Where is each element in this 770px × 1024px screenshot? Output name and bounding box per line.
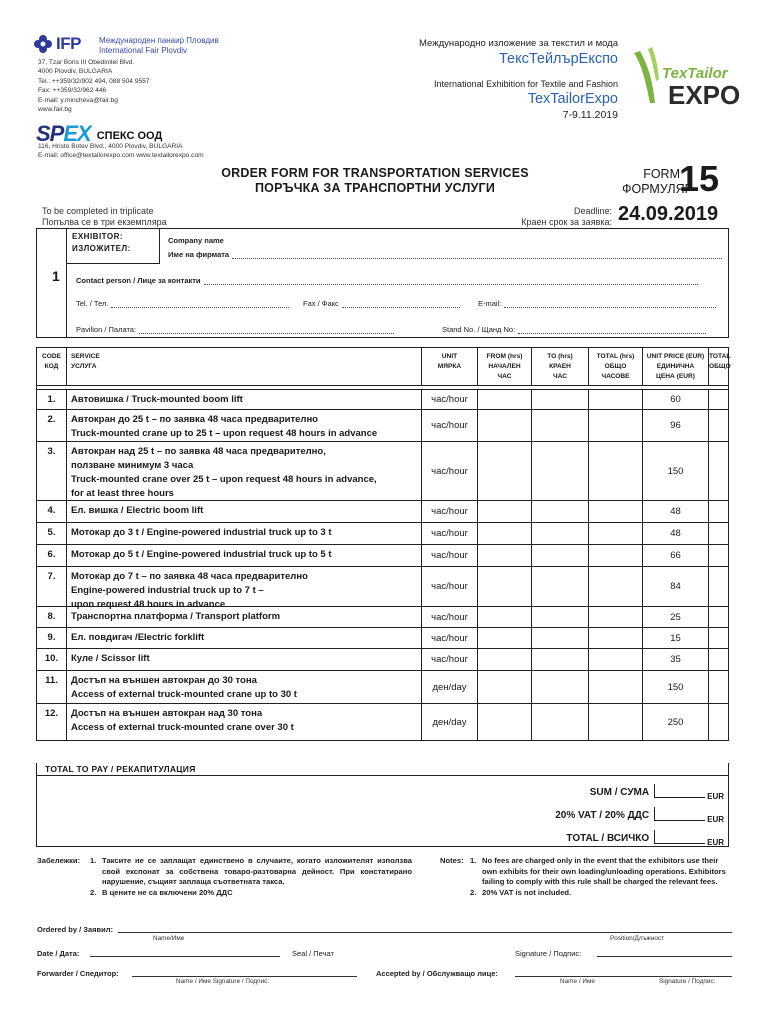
row-service xyxy=(67,704,422,740)
stand-input-line[interactable] xyxy=(518,327,706,334)
organizer-address-line: Tel.: ++359/32/902 494, 088 504 9557 xyxy=(38,77,150,85)
row-from-input[interactable] xyxy=(478,607,532,627)
row-code: 12. xyxy=(37,704,67,740)
row-total-hours-input[interactable] xyxy=(589,523,643,544)
notes-en-item-text: 20% VAT is not included. xyxy=(482,887,572,897)
company-name-field[interactable] xyxy=(168,250,722,259)
header-service-bg: УСЛУГА xyxy=(71,363,97,370)
agent-address-line: 116, Hristo Botev Blvd., 4000 Plovdiv, BULGARIA xyxy=(38,143,183,150)
form-title-en: ORDER FORM FOR TRANSPORTATION SERVICES xyxy=(221,166,529,180)
forwarder-label: Forwarder / Спедитор: xyxy=(37,969,119,978)
tel-label: Tel. / Тел. xyxy=(76,299,109,308)
row-total-hours-input[interactable] xyxy=(589,567,643,606)
grand-total-line xyxy=(566,830,724,847)
ordered-by-line[interactable] xyxy=(118,932,732,933)
notes-bg-label: Забележки: xyxy=(37,856,81,865)
form-title-bg: ПОРЪЧКА ЗА ТРАНСПОРТНИ УСЛУГИ xyxy=(254,181,496,195)
sum-label: SUM / СУМА xyxy=(589,787,650,798)
triplicate-note xyxy=(42,206,167,227)
email-label: E-mail: xyxy=(478,299,502,308)
row-total-input[interactable] xyxy=(709,523,730,544)
row-total-input[interactable] xyxy=(709,410,730,441)
date-label: Date / Дата: xyxy=(37,949,80,958)
header-totalh-2: ОБЩО xyxy=(604,363,627,370)
row-unit-price: 35 xyxy=(643,649,709,670)
vat-label: 20% VAT / 20% ДДС xyxy=(555,810,650,821)
row-service xyxy=(67,390,422,409)
row-total-input[interactable] xyxy=(709,390,730,409)
date-line[interactable] xyxy=(90,956,280,957)
row-service-line: Ел. повдигач /Electric forklift xyxy=(71,632,205,643)
row-unit: час/hour xyxy=(422,607,478,627)
ifp-logo xyxy=(33,34,81,54)
row-unit-price: 150 xyxy=(643,442,709,500)
spex-logo-a: SP xyxy=(36,121,64,146)
table-row xyxy=(36,704,729,741)
pavilion-input-line[interactable] xyxy=(139,327,394,334)
row-unit: час/hour xyxy=(422,649,478,670)
spex-logo-b: EX xyxy=(63,121,91,146)
notes-en-item: 2. 20% VAT is not included. xyxy=(470,887,572,897)
row-total-hours-input[interactable] xyxy=(589,501,643,522)
row-service xyxy=(67,607,422,627)
header-total-2: ОБЩО xyxy=(709,363,731,370)
ifp-flower-icon xyxy=(33,34,53,54)
row-code: 10. xyxy=(37,649,67,670)
notes-en-item-text: No fees are charged only in the event that the exhibitors use their own exhibits for their own loading/unloading operations. Exhibitors failing to comply with this rule shall be charged the relevant fees. xyxy=(482,856,726,886)
row-to-input[interactable] xyxy=(532,628,589,648)
row-code: 6. xyxy=(37,545,67,566)
row-from-input[interactable] xyxy=(478,501,532,522)
sum-line xyxy=(589,784,724,801)
header-total-1: TOTAL xyxy=(709,353,731,360)
header-price-1: UNIT PRICE (EUR) xyxy=(646,353,705,360)
table-row xyxy=(36,501,729,523)
row-unit: час/hour xyxy=(422,628,478,648)
ordered-by-name-caption: Name/Име xyxy=(153,935,185,942)
row-to-input[interactable] xyxy=(532,607,589,627)
header-from-3: ЧАС xyxy=(497,373,512,380)
accepted-by-line[interactable] xyxy=(515,976,732,977)
table-row xyxy=(36,671,729,704)
row-unit-price: 250 xyxy=(643,704,709,740)
row-unit-price: 48 xyxy=(643,501,709,522)
header-price-3: ЦЕНА (EUR) xyxy=(656,373,695,380)
vat-line xyxy=(555,807,724,824)
row-unit-price: 66 xyxy=(643,545,709,566)
row-unit: ден/day xyxy=(422,671,478,703)
section-number: 1 xyxy=(52,268,60,284)
forwarder-line[interactable] xyxy=(132,976,357,977)
stand-label: Stand No. / Щанд No: xyxy=(442,325,516,334)
row-to-input[interactable] xyxy=(532,567,589,606)
row-service-line: Мотокар до 5 t / Engine-powered industrial truck up to 5 t xyxy=(71,549,332,560)
sum-input[interactable] xyxy=(654,784,705,798)
row-total-hours-input[interactable] xyxy=(589,390,643,409)
row-to-input[interactable] xyxy=(532,410,589,441)
exhibition-dates: 7-9.11.2019 xyxy=(562,109,618,121)
row-service-line: Транспортна платформа / Transport platform xyxy=(71,611,281,622)
row-total-hours-input[interactable] xyxy=(589,649,643,670)
company-name-en: Company name xyxy=(168,236,224,245)
accepted-by-signature-caption: Signature / Подпис: xyxy=(659,978,716,985)
row-unit-price: 84 xyxy=(643,567,709,606)
row-service xyxy=(67,628,422,648)
table-row xyxy=(36,545,729,567)
grand-total-input[interactable] xyxy=(654,830,705,844)
organizer-names xyxy=(99,36,219,56)
row-service-line: Engine-powered industrial truck up to 7 t – xyxy=(71,585,264,596)
row-to-input[interactable] xyxy=(532,523,589,544)
row-total-hours-input[interactable] xyxy=(589,545,643,566)
header-unit-price xyxy=(643,348,709,385)
organizer-address-line: E-mail: y.mincheva@fair.bg xyxy=(38,96,118,104)
organizer-name-bg: Международен панаир Пловдив xyxy=(99,36,219,45)
organizer-address-line: Fax: ++359/32/962 446 xyxy=(38,87,107,95)
row-service-line: Мотокар до 3 t / Engine-powered industrial truck up to 3 t xyxy=(71,527,332,538)
row-to-input[interactable] xyxy=(532,671,589,703)
row-service-line: Автовишка / Truck-mounted boom lift xyxy=(71,394,243,405)
services-table-header xyxy=(36,347,729,386)
header-to-3: ЧАС xyxy=(553,373,567,380)
header-code-en: CODE xyxy=(41,353,62,360)
exhibitor-label-bg: ИЗЛОЖИТЕЛ: xyxy=(72,244,131,253)
exhibition-name-en: TexTailorExpo xyxy=(527,91,618,107)
row-code: 3. xyxy=(37,442,67,500)
row-from-input[interactable] xyxy=(478,390,532,409)
notes-en-label: Notes: xyxy=(440,856,464,865)
organizer-address-line: 37, Tzar Boris III Obedinitel Blvd. xyxy=(38,59,135,66)
header-from xyxy=(478,348,532,385)
pavilion-label: Pavilion / Палата: xyxy=(76,325,137,334)
total-to-pay-bar: TOTAL TO PAY / РЕКАПИТУЛАЦИЯ xyxy=(36,763,729,776)
exhibitor-label-en: EXHIBITOR: xyxy=(72,232,124,241)
notes-bg-item-text: Таксите не се заплащат единствено в случаите, когато изложителят използва свой експонат за собствена товаро-разтоварна дейност. При констатирано нарушение, същият заплаща съответната такса. xyxy=(102,856,412,886)
seal-label: Seal / Печат xyxy=(292,949,334,958)
ordered-by-label: Ordered by / Заявил: xyxy=(37,925,113,934)
header-from-2: НАЧАЛЕН xyxy=(488,363,521,370)
row-service-line: Ел. вишка / Electric boom lift xyxy=(71,505,204,516)
organizer-address-line: 4000 Plovdiv, BULGARIA xyxy=(38,68,113,76)
signature-label: Signature / Подпис: xyxy=(515,949,582,958)
notes-en-item: 1. No fees are charged only in the event that the exhibitors use their own exhibits for their own loading/unloading operations. Exhibitors failing to comply with this rule shall be charged the relevant fees. xyxy=(470,856,732,888)
exhibitor-label-box xyxy=(66,228,160,264)
row-from-input[interactable] xyxy=(478,628,532,648)
row-to-input[interactable] xyxy=(532,704,589,740)
row-unit: ден/day xyxy=(422,704,478,740)
row-to-input[interactable] xyxy=(532,501,589,522)
deadline-en: Deadline: xyxy=(573,206,612,216)
row-service-line: Access of external truck-mounted crane over 30 t xyxy=(71,722,294,733)
row-service xyxy=(67,649,422,670)
forwarder-caption: Name / Име Signature / Подпис: xyxy=(176,978,270,985)
pavilion-field[interactable] xyxy=(76,325,394,334)
organizer-address-line: www.fair.bg xyxy=(38,106,72,114)
row-unit: час/hour xyxy=(422,442,478,500)
table-row xyxy=(36,442,729,501)
contact-person-label: Contact person / Лице за контакти xyxy=(76,276,201,285)
table-row xyxy=(36,628,729,649)
deadline-date: 24.09.2019 xyxy=(618,203,719,225)
agent-contact-line: E-mail: office@textailorexpo.com www.textailorexpo.com xyxy=(38,152,204,160)
row-unit-price: 25 xyxy=(643,607,709,627)
row-code: 8. xyxy=(37,607,67,627)
header-total-hours xyxy=(589,348,643,385)
row-service-line: Куле / Scissor lift xyxy=(71,653,150,664)
table-row xyxy=(36,649,729,671)
row-unit-price: 150 xyxy=(643,671,709,703)
sum-currency: EUR xyxy=(707,792,724,801)
stand-field[interactable] xyxy=(442,325,706,334)
exhibition-line-bg: Международно изложение за текстил и мода xyxy=(419,38,618,49)
company-name-input-line[interactable] xyxy=(232,252,722,259)
row-to-input[interactable] xyxy=(532,442,589,500)
fax-label: Fax / Факс xyxy=(303,299,339,308)
signature-line[interactable] xyxy=(597,956,732,957)
row-service-line: Access of external truck-mounted crane up to 30 t xyxy=(71,689,297,700)
row-unit: час/hour xyxy=(422,501,478,522)
form-title xyxy=(205,166,545,196)
row-service xyxy=(67,410,422,441)
header-code xyxy=(37,348,67,385)
email-field[interactable] xyxy=(478,299,716,308)
agent-name: СПЕКС ООД xyxy=(96,130,163,142)
grand-total-label: TOTAL / ВСИЧКО xyxy=(566,833,650,844)
row-service xyxy=(67,545,422,566)
row-unit: час/hour xyxy=(422,523,478,544)
row-unit: час/hour xyxy=(422,410,478,441)
header-from-1: FROM (hrs) xyxy=(486,353,523,360)
row-from-input[interactable] xyxy=(478,671,532,703)
exhibition-info xyxy=(419,38,618,121)
row-total-hours-input[interactable] xyxy=(589,607,643,627)
row-service xyxy=(67,671,422,703)
row-unit: час/hour xyxy=(422,545,478,566)
organizer-address xyxy=(38,58,238,114)
row-service-line: Автокран над 25 t – по заявка 48 часа предварително, xyxy=(71,446,326,457)
row-from-input[interactable] xyxy=(478,523,532,544)
row-total-input[interactable] xyxy=(709,545,730,566)
header-service xyxy=(67,348,422,385)
row-from-input[interactable] xyxy=(478,442,532,500)
row-total-input[interactable] xyxy=(709,649,730,670)
row-service-line: for at least three hours xyxy=(71,488,174,499)
header-service-en: SERVICE xyxy=(71,353,100,360)
row-service-line: Мотокар до 7 t – по заявка 48 часа предварително xyxy=(71,571,308,582)
row-total-input[interactable] xyxy=(709,607,730,627)
header-unit-bg: МЯРКА xyxy=(437,363,462,370)
row-from-input[interactable] xyxy=(478,545,532,566)
form-label-bg: ФОРМУЛЯР xyxy=(622,182,693,196)
header-totalh-3: ЧАСОВЕ xyxy=(601,373,630,380)
fax-input-line[interactable] xyxy=(342,301,460,308)
row-unit: час/hour xyxy=(422,390,478,409)
table-row xyxy=(36,410,729,442)
row-from-input[interactable] xyxy=(478,649,532,670)
row-service-line: upon request 48 hours in advance xyxy=(71,599,226,610)
row-service xyxy=(67,567,422,610)
row-total-hours-input[interactable] xyxy=(589,442,643,500)
table-row xyxy=(36,607,729,628)
row-service-line: Автокран до 25 t – по заявка 48 часа предварително xyxy=(71,414,318,425)
table-row xyxy=(36,523,729,545)
triplicate-bg: Попълва се в три екземпляра xyxy=(42,216,167,227)
exhibition-line-en: International Exhibition for Textile and Fashion xyxy=(434,79,618,89)
deadline-bg: Краен срок за заявка: xyxy=(521,216,612,227)
row-code: 11. xyxy=(37,671,67,703)
row-total-hours-input[interactable] xyxy=(589,704,643,740)
form-label-en: FORM xyxy=(643,167,680,181)
contact-person-input-line[interactable] xyxy=(204,278,698,285)
row-total-hours-input[interactable] xyxy=(589,410,643,441)
grand-total-currency: EUR xyxy=(707,838,724,847)
row-total-input[interactable] xyxy=(709,567,730,606)
row-service-line: ползване минимум 3 часа xyxy=(71,460,194,471)
accepted-by-name-caption: Name / Име xyxy=(560,978,595,985)
row-unit: час/hour xyxy=(422,567,478,606)
row-service-line: Truck-mounted crane over 25 t – upon request 48 hours in advance, xyxy=(71,474,377,485)
row-service-line: Достъп на външен автокран над 30 тона xyxy=(71,708,263,719)
row-from-input[interactable] xyxy=(478,410,532,441)
row-service xyxy=(67,523,422,544)
table-row xyxy=(36,389,729,410)
header-to xyxy=(532,348,589,385)
row-total-input[interactable] xyxy=(709,628,730,648)
form-number: 15 xyxy=(679,158,720,199)
notes-bg-item: 1. Таксите не се заплащат единствено в случаите, когато изложителят използва свой експонат за собствена товаро-разтоварна дейност. При констатирано нарушение, същият заплаща съответната такса. xyxy=(90,856,412,886)
deadline-label xyxy=(470,206,612,227)
header-code-bg: КОД xyxy=(44,363,59,370)
row-unit-price: 15 xyxy=(643,628,709,648)
totals-summary xyxy=(36,776,729,847)
vat-currency: EUR xyxy=(707,815,724,824)
row-code: 9. xyxy=(37,628,67,648)
row-total-input[interactable] xyxy=(709,704,730,740)
form-label xyxy=(622,167,693,197)
row-to-input[interactable] xyxy=(532,649,589,670)
tel-field[interactable] xyxy=(76,299,289,308)
notes-bg-item: 2. В цените не са включени 20% ДДС xyxy=(90,887,233,897)
exhibition-name-bg: ТексТейлърЕкспо xyxy=(498,51,618,67)
row-service-line: Достъп на външен автокран до 30 тона xyxy=(71,675,257,686)
textailor-expo-logo xyxy=(628,45,740,110)
row-to-input[interactable] xyxy=(532,390,589,409)
header-totalh-1: TOTAL (hrs) xyxy=(596,353,635,360)
agent-address xyxy=(38,142,204,161)
header-total xyxy=(709,348,730,385)
vat-input[interactable] xyxy=(654,807,705,821)
header-price-2: ЕДИНИЧНА xyxy=(656,363,695,370)
row-unit-price: 96 xyxy=(643,410,709,441)
table-row xyxy=(36,567,729,610)
logo-text-bottom: EXPO xyxy=(668,80,740,110)
row-code: 1. xyxy=(37,390,67,409)
email-input-line[interactable] xyxy=(504,301,716,308)
accepted-by-label: Accepted by / Обслужващо лице: xyxy=(376,969,498,978)
triplicate-en: To be completed in triplicate xyxy=(42,206,154,216)
row-code: 2. xyxy=(37,410,67,441)
header-unit-en: UNIT xyxy=(441,353,458,360)
row-total-input[interactable] xyxy=(709,671,730,703)
header-unit xyxy=(422,348,478,385)
row-from-input[interactable] xyxy=(478,704,532,740)
header-to-1: TO (hrs) xyxy=(547,353,573,360)
ifp-logo-text: IFP xyxy=(56,34,81,53)
row-total-input[interactable] xyxy=(709,501,730,522)
company-name-bg: Име на фирмата xyxy=(168,250,230,259)
organizer-name-en: International Fair Plovdiv xyxy=(99,46,188,55)
ordered-by-position-caption: Position/Длъжност xyxy=(610,935,665,942)
row-service xyxy=(67,442,422,500)
row-service-line: Truck-mounted crane up to 25 t – upon request 48 hours in advance xyxy=(71,428,378,439)
row-service xyxy=(67,501,422,522)
row-to-input[interactable] xyxy=(532,545,589,566)
logo-text-top: TexTailor xyxy=(662,65,728,82)
tel-input-line[interactable] xyxy=(111,301,289,308)
contact-person-field[interactable] xyxy=(76,276,698,285)
company-name-label xyxy=(168,236,224,245)
row-total-input[interactable] xyxy=(709,442,730,500)
row-code: 4. xyxy=(37,501,67,522)
row-total-hours-input[interactable] xyxy=(589,628,643,648)
row-from-input[interactable] xyxy=(478,567,532,606)
header-to-2: КРАЕН xyxy=(549,363,571,370)
fax-field[interactable] xyxy=(303,299,460,308)
row-unit-price: 48 xyxy=(643,523,709,544)
row-total-hours-input[interactable] xyxy=(589,671,643,703)
row-unit-price: 60 xyxy=(643,390,709,409)
notes-bg-item-text: В цените не са включени 20% ДДС xyxy=(102,887,233,897)
row-code: 7. xyxy=(37,567,67,606)
row-code: 5. xyxy=(37,523,67,544)
